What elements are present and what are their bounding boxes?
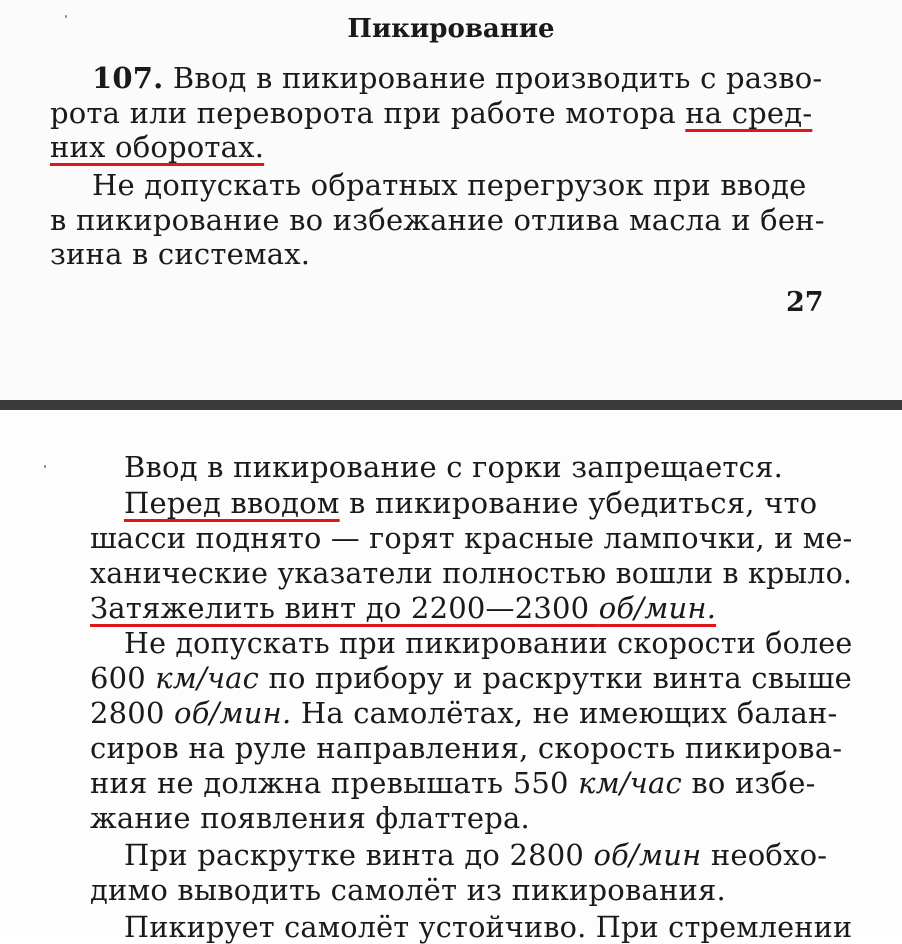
unit-rpm: об/мин. (598, 591, 717, 625)
para1-line3 (50, 130, 264, 164)
rpm-value: 2800 (90, 696, 175, 730)
bottom-line-7 (90, 661, 852, 695)
bottom-line-12-rest: необхо- (701, 838, 828, 872)
bottom-line-10 (90, 766, 816, 800)
unit-rpm: об/мин. (174, 696, 292, 730)
para2-line1: Не допускать обратных перегрузок при вводе (92, 168, 807, 202)
underlined-phrase-1a: на сред- (685, 96, 813, 130)
page-divider (0, 400, 902, 410)
para2-line3: зина в системах. (50, 237, 311, 271)
unit-kmh: км/час (578, 766, 682, 800)
bottom-line-1: Ввод в пикирование с горки запрещается. (124, 450, 784, 484)
para1-line2-text: рота или переворота при работе мотора (50, 96, 686, 130)
bottom-line-13: димо выводить самолёт из пикирования. (90, 873, 726, 907)
bottom-line-8-rest: На самолётах, не имеющих балан- (291, 696, 838, 730)
bottom-line-7-rest: по прибору и раскрутки винта свыше (259, 661, 852, 695)
para1-line2 (50, 96, 812, 130)
bottom-line-12-text: При раскрутке винта до 2800 (124, 838, 594, 872)
bottom-line-4: ханические указатели полностью вошли в крыло. (90, 556, 853, 590)
bottom-line-11: жание появления флаттера. (90, 801, 530, 835)
bottom-line-3: шасси поднято — горят красные лампочки, и ме- (90, 521, 853, 555)
underlined-phrase-2: Перед вводом (124, 486, 340, 520)
scan-speck (65, 15, 67, 18)
underlined-phrase-1b: них оборотах. (50, 130, 265, 164)
page-bottom (0, 410, 902, 944)
unit-rpm: об/мин (593, 838, 702, 872)
para1-line1-text: Ввод в пикирование производить с разво- (163, 61, 823, 95)
bottom-line-10-rest: во избе- (681, 766, 816, 800)
para1-line1 (92, 61, 822, 95)
bottom-line-10-text: ния не должна превышать 550 (90, 766, 579, 800)
bottom-line-6: Не допускать при пикировании скорости более (124, 626, 853, 660)
bottom-line-2 (124, 486, 817, 520)
section-heading: Пикирование (347, 14, 555, 44)
underlined-phrase-3 (90, 591, 716, 625)
unit-kmh: км/час (155, 661, 260, 695)
bottom-line-12 (124, 838, 827, 872)
page-number: 27 (786, 287, 824, 318)
speed-value: 600 (90, 661, 156, 695)
bottom-line-8 (90, 696, 838, 730)
bottom-line-2-rest: в пикирование убедиться, что (339, 486, 818, 520)
bottom-line-5 (90, 591, 716, 625)
page-top (0, 0, 902, 400)
scan-speck (44, 465, 46, 468)
underlined-phrase-3-text: Затяжелить винт до 2200—2300 (90, 591, 599, 625)
para2-line2: в пикирование во избежание отлива масла и бен- (50, 203, 825, 237)
bottom-line-9: сиров на руле направления, скорость пикирова- (90, 731, 843, 765)
clause-number: 107. (92, 61, 164, 95)
bottom-line-14: Пикирует самолёт устойчиво. При стремлении (124, 910, 853, 944)
